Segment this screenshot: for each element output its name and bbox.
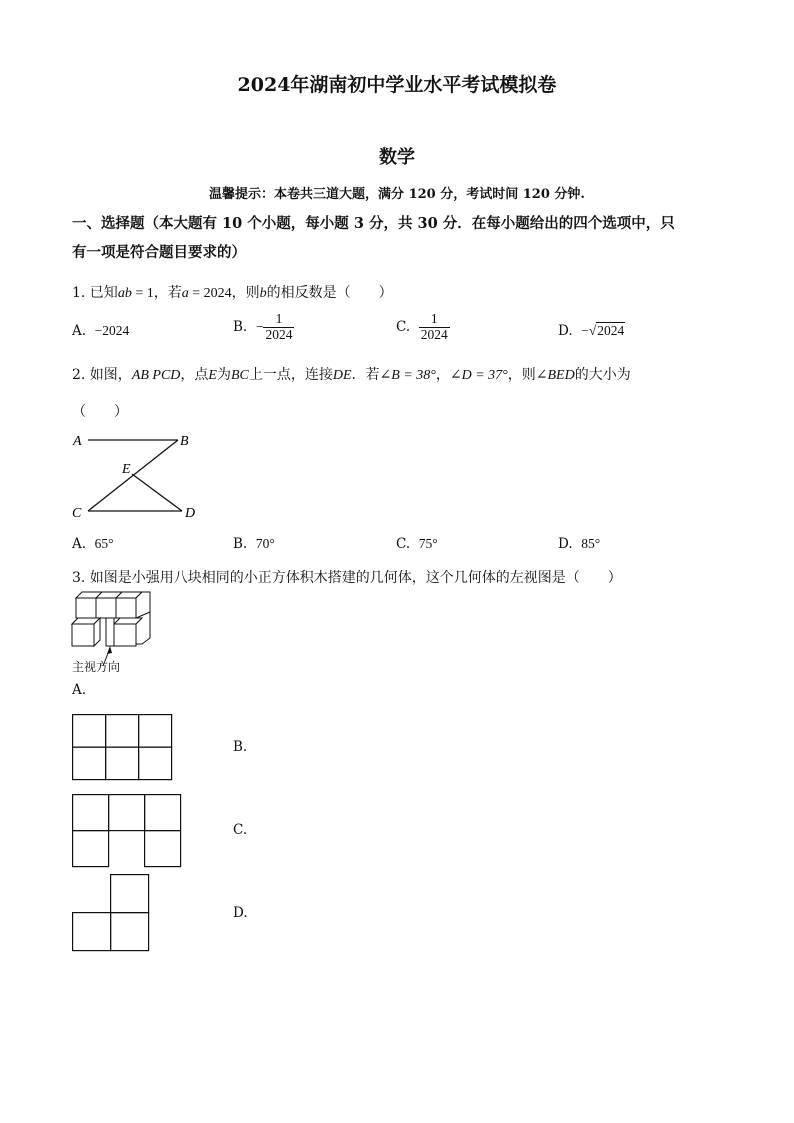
q2-text: 上一点，连接 xyxy=(248,367,333,383)
q2-text: ，点 xyxy=(180,367,209,383)
option-label: D. xyxy=(558,323,573,339)
q2-answer-paren: （ ） xyxy=(72,404,128,420)
subject-title: 数学 xyxy=(379,147,415,168)
denominator: 2024 xyxy=(420,326,448,342)
q2-parallel-lines: AB PCD xyxy=(131,368,181,383)
q2-geometry-figure xyxy=(68,428,208,523)
q2-angle-b: ∠B = 38° xyxy=(379,368,436,383)
cube-front-face xyxy=(76,598,96,618)
option-label: A. xyxy=(72,323,87,339)
section-heading-line2: 有一项是符合题目要求的） xyxy=(72,244,246,261)
option-label: A. xyxy=(72,536,87,552)
question-3-stem: 3. 如图是小强用八块相同的小正方体积木搭建的几何体，这个几何体的左视图是（ ） xyxy=(72,570,622,586)
option-label: C. xyxy=(396,318,411,335)
cube-front-face xyxy=(114,624,136,646)
q2-prefix: 2. 如图， xyxy=(72,367,132,383)
cube-front-face xyxy=(72,624,94,646)
minus-sign: − xyxy=(255,318,264,334)
q1-prefix: 1. 已知 xyxy=(72,285,118,301)
q2-segment-bc: BC xyxy=(230,368,249,383)
q2-point-e: E xyxy=(208,368,217,383)
cube-recess-face xyxy=(106,618,114,646)
option-value: 85° xyxy=(581,536,601,551)
q1-option-b[interactable] xyxy=(233,312,294,343)
sqrt-symbol: √ xyxy=(588,323,597,338)
q3-option-b-label[interactable]: B. xyxy=(233,739,248,755)
q2-text: 为 xyxy=(216,367,231,383)
q1-eq-2024: = 2024 xyxy=(188,286,232,301)
q3-option-a-figure[interactable] xyxy=(72,714,173,781)
q2-angle-d: ∠D = 37° xyxy=(449,368,508,383)
option-value: 75° xyxy=(418,536,438,551)
option-value: 65° xyxy=(94,536,114,551)
q3-option-d-label[interactable]: D. xyxy=(233,905,248,921)
q3-option-a-label[interactable]: A. xyxy=(72,682,87,698)
exam-tip: 温馨提示：本卷共三道大题，满分 120 分，考试时间 120 分钟. xyxy=(209,187,585,202)
option-label: B. xyxy=(233,318,248,335)
cube-front-face xyxy=(96,598,116,618)
q1-mid: ，若 xyxy=(153,285,182,301)
q1-mid2: ，则 xyxy=(231,285,260,301)
q1-suffix: 的相反数是（ ） xyxy=(266,285,393,301)
label-b: B xyxy=(180,434,189,449)
q1-option-c[interactable] xyxy=(396,312,450,343)
denominator: 2024 xyxy=(265,326,293,342)
label-e: E xyxy=(122,462,131,477)
segment-ed xyxy=(132,474,182,511)
q1-option-a[interactable] xyxy=(72,323,129,339)
question-1-stem xyxy=(72,282,393,302)
question-2-stem xyxy=(72,364,631,384)
q2-text: ，则 xyxy=(507,367,536,383)
q1-expr-b: b xyxy=(259,286,267,301)
fraction xyxy=(263,312,294,343)
radicand: 2024 xyxy=(597,323,625,338)
q3-option-c-label[interactable]: C. xyxy=(233,822,248,838)
minus-sign: − xyxy=(581,323,589,338)
option-value: 70° xyxy=(255,536,275,551)
numerator: 1 xyxy=(419,312,450,328)
option-label: B. xyxy=(233,536,248,552)
q2-option-c[interactable] xyxy=(396,536,438,552)
q2-option-b[interactable] xyxy=(233,536,275,552)
q3-option-d-figure[interactable] xyxy=(72,874,152,953)
option-label: D. xyxy=(558,536,573,552)
q2-option-a[interactable] xyxy=(72,536,114,552)
label-c: C xyxy=(72,506,82,521)
q2-text: ．若 xyxy=(351,367,380,383)
option-value: −2024 xyxy=(94,323,130,338)
option-label: C. xyxy=(396,536,411,552)
view-direction-caption: 主视方向 xyxy=(72,660,121,674)
q2-text: ， xyxy=(435,367,450,383)
fraction xyxy=(419,312,450,343)
label-a: A xyxy=(73,434,82,449)
section-heading-line1: 一、选择题（本大题有 10 个小题，每小题 3 分，共 30 分．在每小题给出的四个选项中，只 xyxy=(72,215,675,232)
q2-angle-bed: ∠BED xyxy=(535,368,575,383)
q2-text: 的大小为 xyxy=(574,367,631,383)
cube-side-face xyxy=(136,612,150,644)
q1-expr-a: a xyxy=(181,286,189,301)
label-d: D xyxy=(185,506,196,521)
q3-option-b-figure[interactable] xyxy=(72,794,182,868)
q1-expr-ab: ab xyxy=(117,286,132,301)
numerator: 1 xyxy=(263,312,294,328)
exam-title: 2024年湖南初中学业水平考试模拟卷 xyxy=(237,74,557,96)
q1-option-d[interactable] xyxy=(558,323,625,339)
q1-eq-1: = 1 xyxy=(131,286,154,301)
arrow-head-icon xyxy=(107,646,112,654)
q2-option-d[interactable] xyxy=(558,536,600,552)
cube-front-face xyxy=(116,598,136,618)
q2-segment-de: DE xyxy=(332,368,352,383)
